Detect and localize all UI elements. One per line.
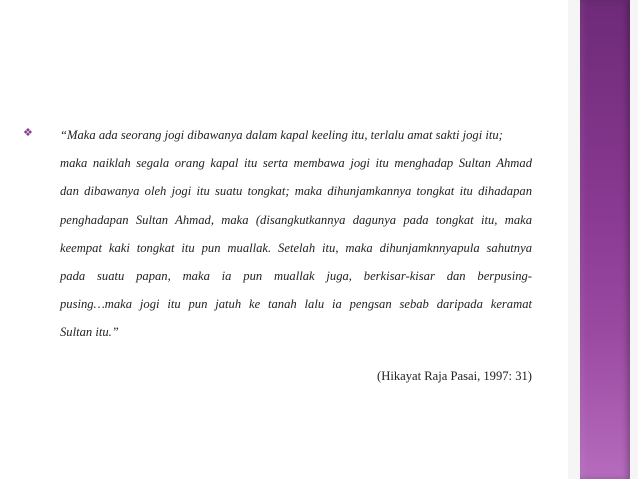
quote-line: dan dibawanya oleh jogi itu suatu tongkat; maka dihunjamkannya tongkat itu dihadapan: [60, 184, 532, 199]
quote-line: pada suatu papan, maka ia pun muallak juga, berkisar-kisar dan berpusing-: [60, 269, 532, 284]
wing-bullet-icon: ❖: [23, 126, 33, 139]
quote-paragraph: [60, 121, 532, 347]
quote-line: “Maka ada seorang jogi dibawanya dalam kapal keeling itu, terlalu amat sakti jogi itu;: [60, 128, 503, 142]
quote-line: maka naiklah segala orang kapal itu serta membawa jogi itu menghadap Sultan Ahmad: [60, 156, 532, 171]
citation: (Hikayat Raja Pasai, 1997: 31): [377, 369, 532, 383]
quote-line: penghadapan Sultan Ahmad, maka (disangkutkannya dagunya pada tongkat itu, maka: [60, 212, 532, 227]
side-panel: [568, 0, 638, 479]
quote-line: Sultan itu.”: [60, 325, 119, 340]
quote-line: keempat kaki tongkat itu pun muallak. Setelah itu, maka dihunjamknnyapula sahutnya: [60, 240, 532, 255]
purple-decorative-bar: [580, 0, 630, 479]
quote-line: pusing…maka jogi itu pun jatuh ke tanah lalu ia pengsan sebab daripada keramat: [60, 297, 532, 312]
